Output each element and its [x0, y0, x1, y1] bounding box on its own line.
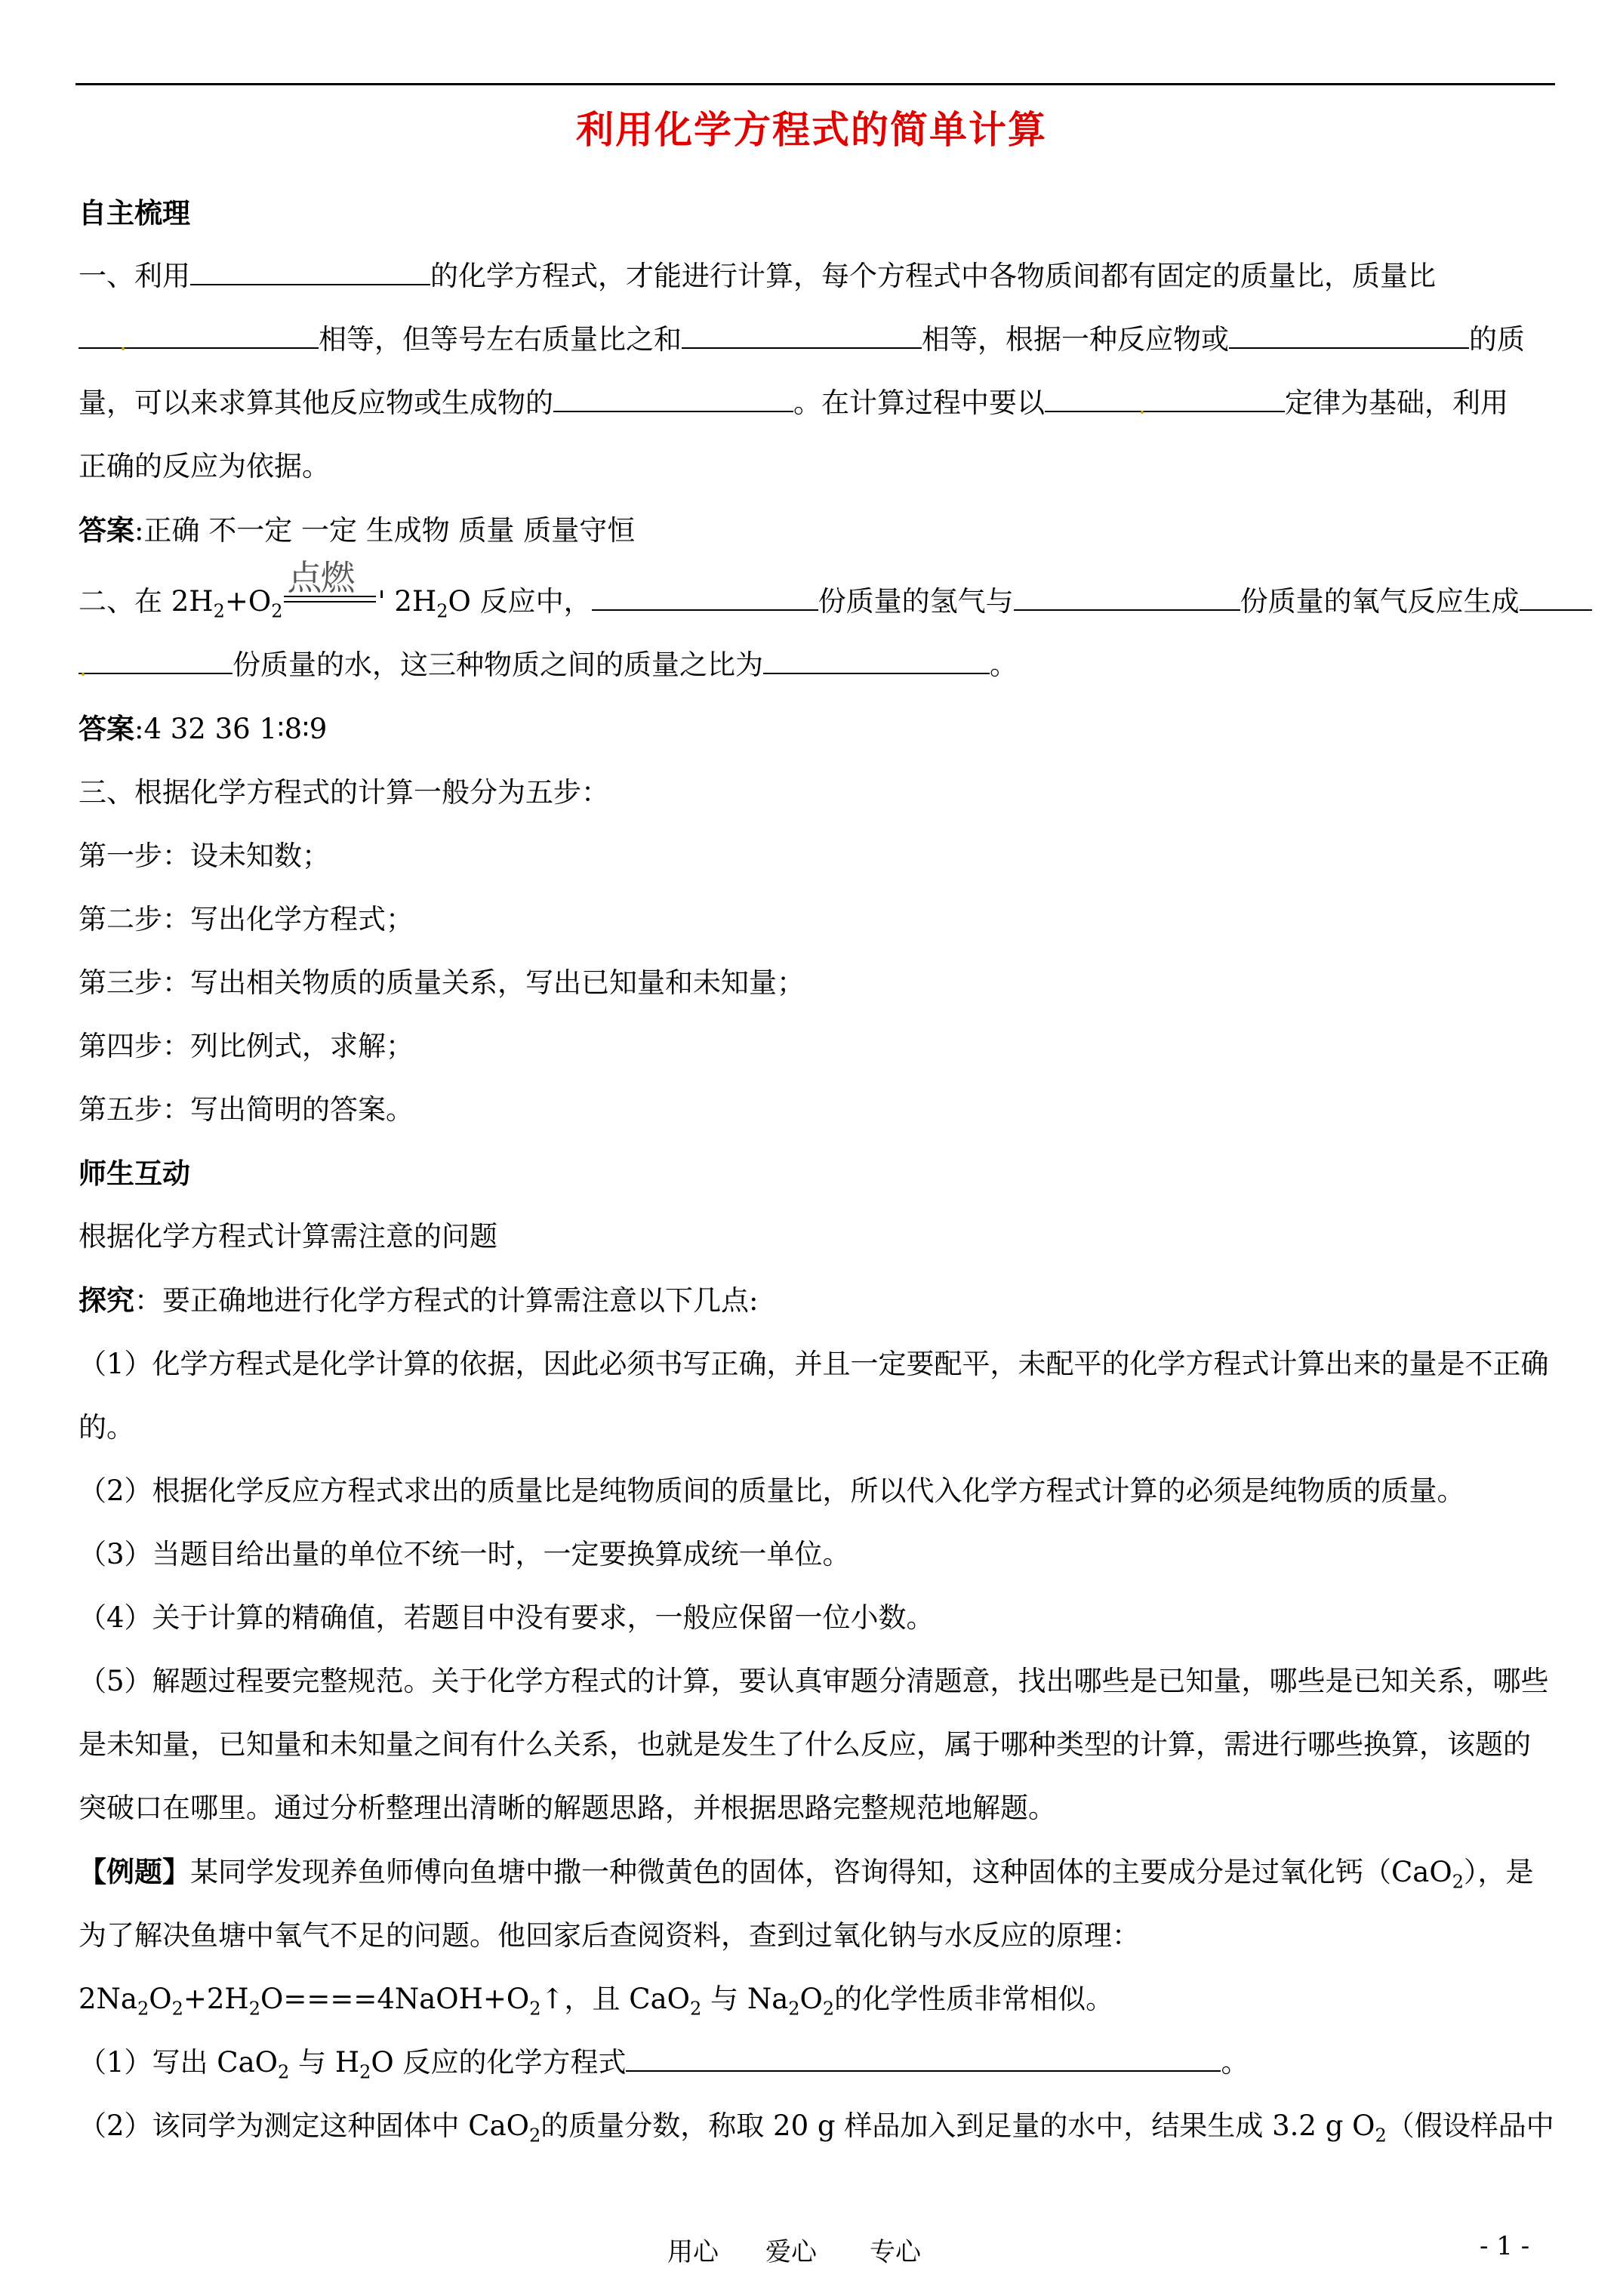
example-problem: 【例题】某同学发现养鱼师傅向鱼塘中撒一种微黄色的固体，咨询得知，这种固体的主要成分是过氧化钙（CaO$_2$），是为了解决鱼塘中氧气不足的问题。他回家后查阅资料，查到过氧化钠与水反应的原理：$2Na_2O_2+2H_2O====4NaOH+O_2↑$，且 CaO$_2$ 与 $Na_2O_2$的化学性质非常相似。 — [79, 1855, 1534, 2020]
fill-blank[interactable] — [79, 647, 233, 674]
paragraph: 份质量的水，这三种物质之间的质量之比为 。 — [79, 633, 1555, 697]
step-item: 第二步：写出化学方程式； — [79, 903, 414, 935]
paragraph: 一、利用 的化学方程式，才能进行计算，每个方程式中各物质间都有固定的质量比，质量比 — [79, 260, 1436, 292]
footer-text: 用心 — [667, 2237, 719, 2267]
section-heading: 自主梳理 — [79, 196, 190, 230]
fill-blank[interactable] — [553, 385, 793, 412]
paragraph: 二、在 $2H_2+O_2$ 点燃 ' $2H_2O$ 反应中， 份质量的氢气与 份质量的氧气反应生成 — [79, 570, 1555, 633]
answer-line: 答案:正确 不一定 一定 生成物 质量 质量守恒 — [79, 513, 636, 547]
note-item: （1）化学方程式是化学计算的依据，因此必须书写正确，并且一定要配平，未配平的化学方程式计算出来的量是不正确的。 — [79, 1348, 1549, 1444]
footer-text: 专心 — [870, 2237, 921, 2267]
section-heading: 师生互动 — [79, 1157, 190, 1190]
footer-text: 爱心 — [765, 2237, 817, 2267]
fill-blank[interactable] — [763, 647, 990, 674]
note-item: （5）解题过程要完整规范。关于化学方程式的计算，要认真审题分清题意，找出哪些是已知量，哪些是已知关系，哪些是未知量，已知量和未知量之间有什么关系，也就是发生了什么反应，属于哪种类型的计算，需进行哪些换算，该题的突破口在哪里。通过分析整理出清晰的解题思路，并根据思路完整规范地解题。 — [79, 1665, 1549, 1824]
fill-blank[interactable] — [626, 2045, 1221, 2072]
reaction-condition: 点燃 — [284, 581, 376, 611]
fill-blank[interactable] — [1045, 385, 1285, 412]
fill-blank[interactable] — [1520, 584, 1592, 611]
note-item: （2）根据化学反应方程式求出的质量比是纯物质间的质量比，所以代入化学方程式计算的必须是纯物质的质量。 — [79, 1475, 1465, 1507]
fill-blank[interactable] — [1229, 322, 1469, 349]
note-item: （3）当题目给出量的单位不统一时，一定要换算成统一单位。 — [79, 1538, 851, 1570]
page-title: 利用化学方程式的简单计算 — [576, 107, 1047, 152]
paragraph: 正确的反应为依据。 — [79, 450, 330, 482]
step-item: 第三步：写出相关物质的质量关系，写出已知量和未知量； — [79, 966, 805, 999]
answer-line: 答案:4 32 36 1∶8∶9 — [79, 712, 328, 745]
note-item: （4）关于计算的精确值，若题目中没有要求，一般应保留一位小数。 — [79, 1601, 935, 1634]
question-item: （2）该同学为测定这种固体中 CaO$_2$的质量分数，称取 20 g 样品加入到足量的水中，结果生成 3.2 g $O_2$（假设样品中 — [79, 2110, 1554, 2147]
paragraph: 相等，但等号左右质量比之和 相等，根据一种反应物或 的质 — [79, 308, 1555, 371]
page-number: - 1 - — [1480, 2231, 1530, 2261]
question-item: （1）写出 CaO$_2$ 与 $H_2O$ 反应的化学方程式 。 — [79, 2046, 1249, 2083]
paragraph: 量，可以来求算其他反应物或生成物的 。在计算过程中要以 定律为基础，利用 — [79, 387, 1508, 419]
fill-blank[interactable] — [682, 322, 922, 349]
fill-blank[interactable] — [592, 584, 818, 611]
paragraph: 探究：要正确地进行化学方程式的计算需注意以下几点: — [79, 1284, 759, 1317]
step-item: 第四步：列比例式，求解； — [79, 1030, 414, 1062]
document-body — [79, 181, 1555, 2158]
fill-blank[interactable] — [190, 258, 430, 285]
fill-blank[interactable] — [79, 322, 319, 349]
step-item: 第一步：设未知数； — [79, 840, 330, 872]
step-item: 第五步：写出简明的答案。 — [79, 1093, 414, 1126]
paragraph: 三、根据化学方程式的计算一般分为五步： — [79, 776, 609, 809]
paragraph: 根据化学方程式计算需注意的问题 — [79, 1220, 497, 1253]
fill-blank[interactable] — [1014, 584, 1240, 611]
header-rule — [75, 83, 1555, 85]
